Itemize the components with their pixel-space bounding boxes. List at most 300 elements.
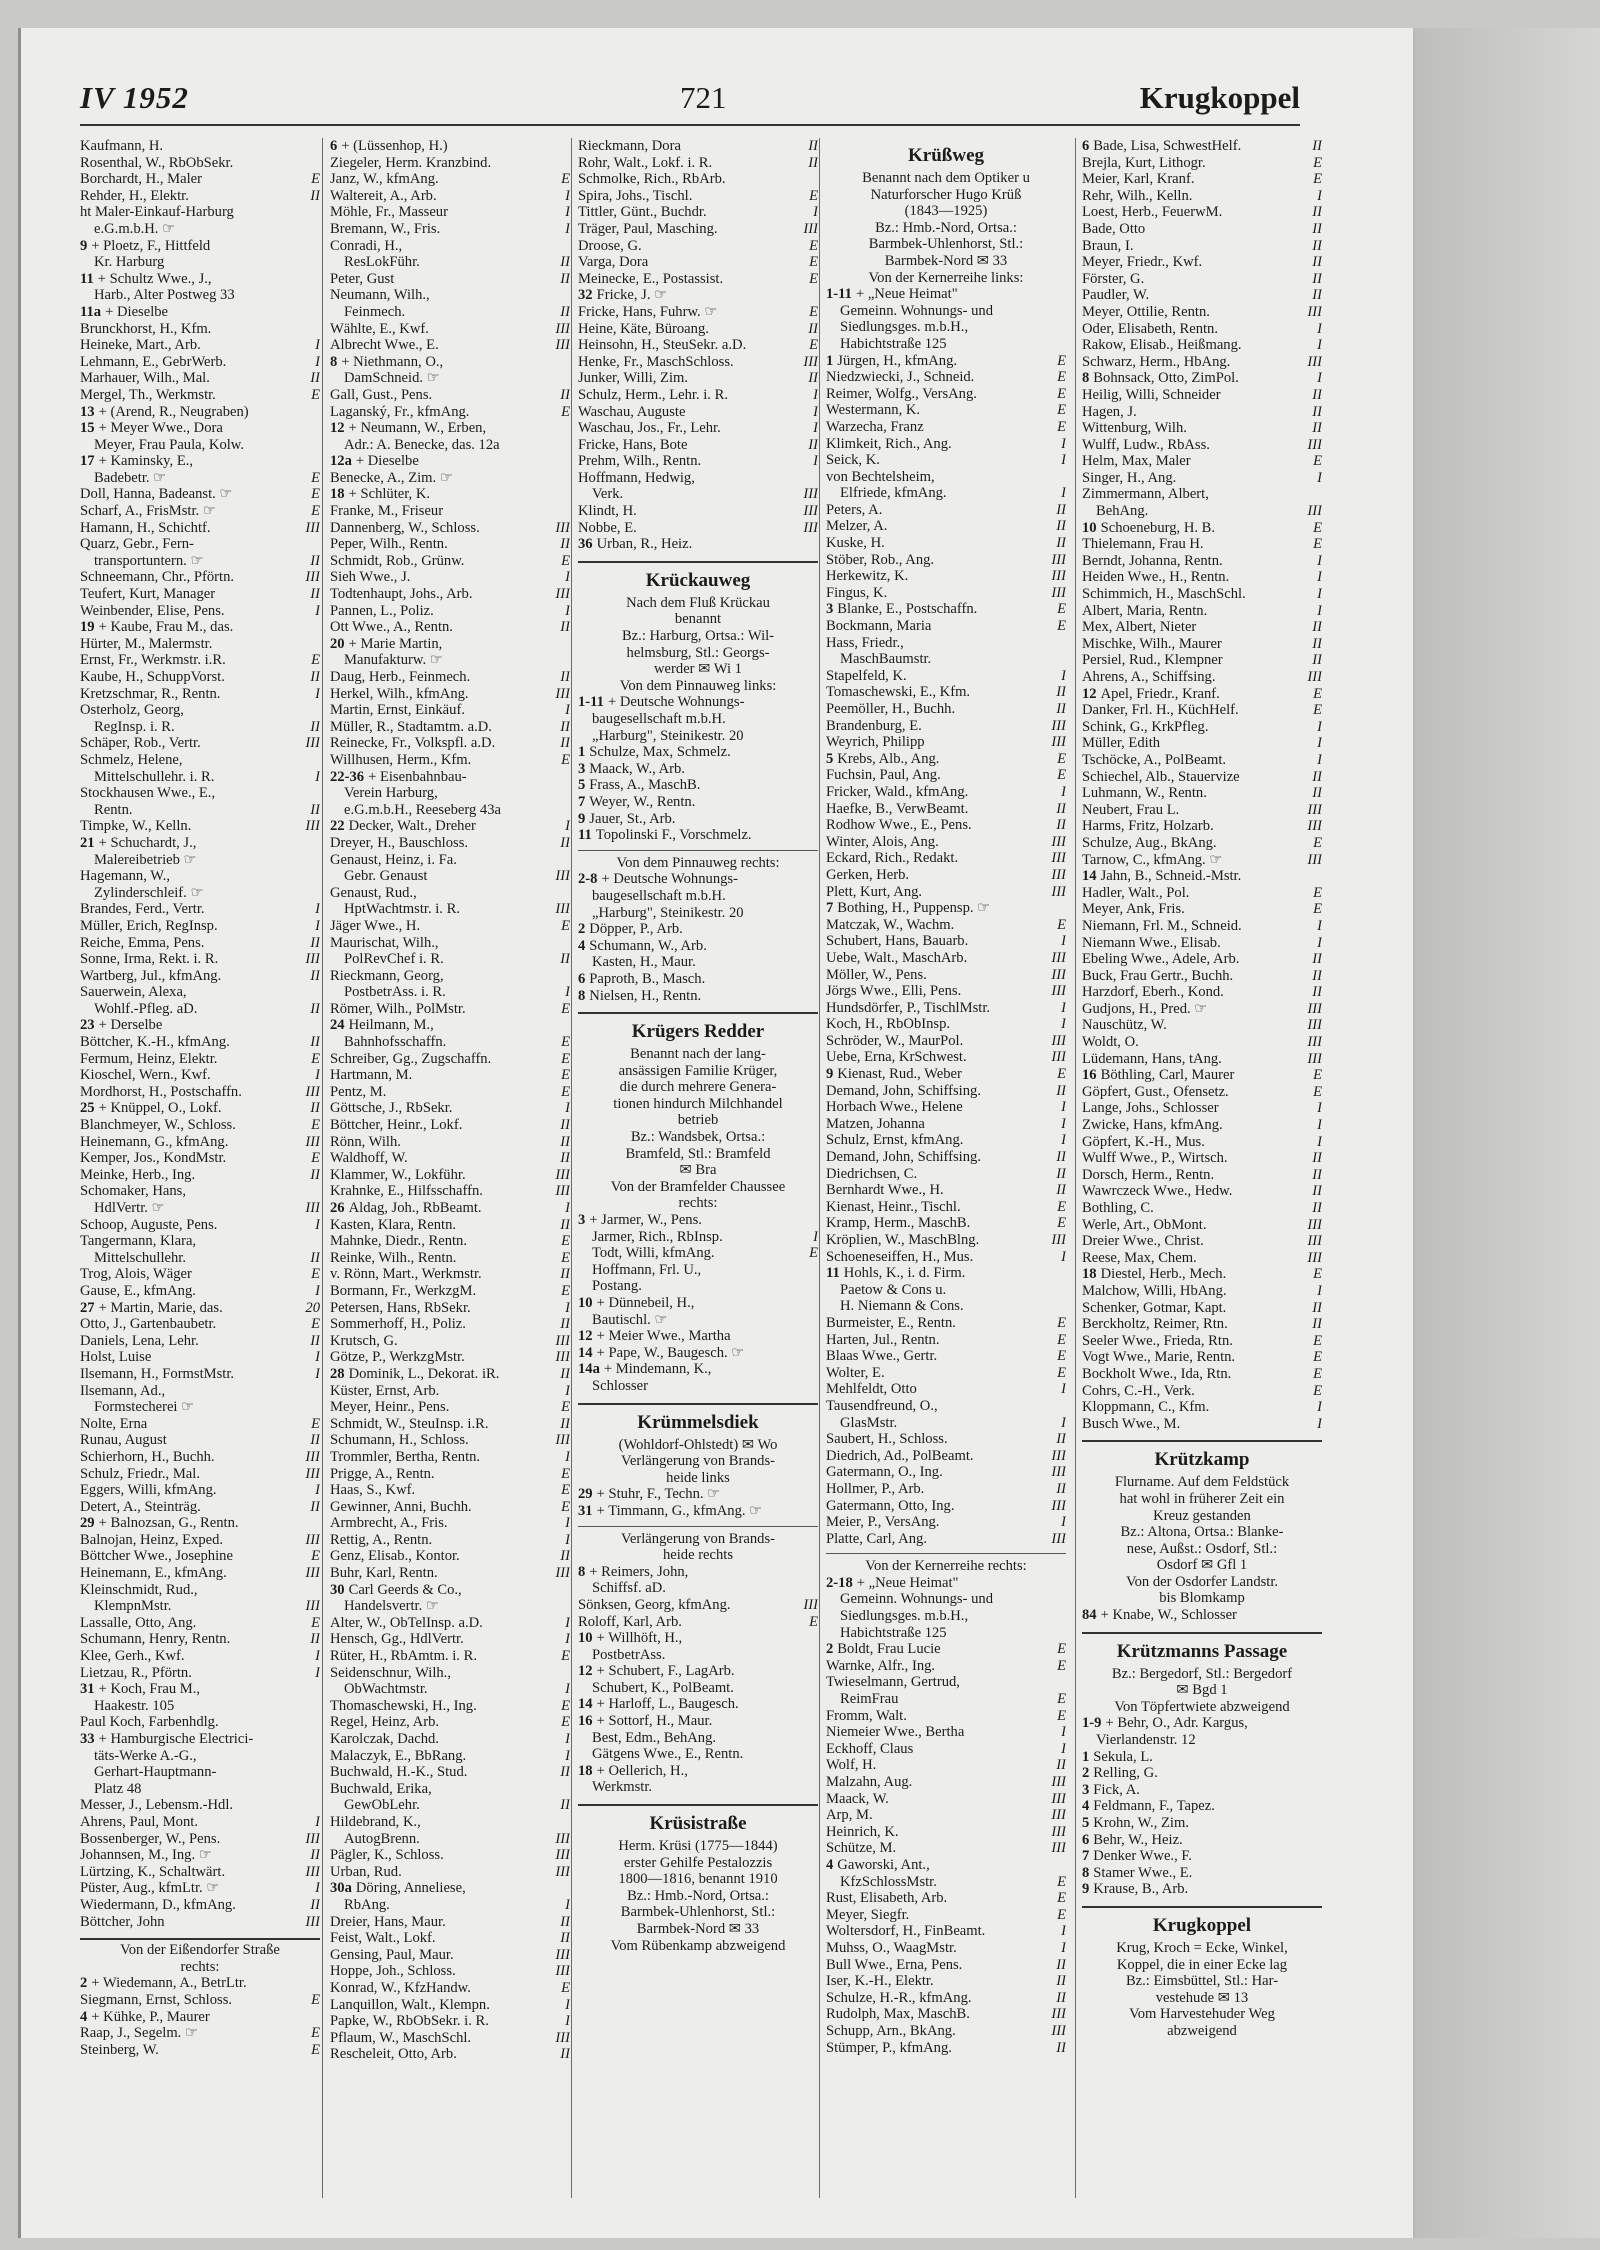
resident-name: Blanke, E., Postschaffn. bbox=[837, 601, 978, 618]
floor-marker: III bbox=[1047, 2023, 1066, 2040]
column-2 bbox=[330, 138, 570, 2198]
resident-name: Meier, P., VersAng. bbox=[826, 1514, 940, 1531]
resident-name: Malzahn, Aug. bbox=[826, 1774, 913, 1790]
resident-name: Weyer, W., Rentn. bbox=[589, 793, 696, 810]
section-rule bbox=[578, 1012, 818, 1014]
resident-entry bbox=[578, 1361, 818, 1378]
resident-entry bbox=[1082, 1117, 1322, 1134]
resident-name: Adr.: A. Benecke, das. 12a bbox=[344, 436, 500, 453]
resident-entry bbox=[330, 1963, 570, 1980]
resident-name: Heilig, Willi, Schneider bbox=[1082, 386, 1221, 403]
resident-entry bbox=[80, 802, 320, 819]
resident-entry bbox=[578, 1262, 818, 1279]
resident-name: Schwarz, Herm., HbAng. bbox=[1082, 353, 1231, 370]
section-rule bbox=[578, 850, 818, 851]
floor-marker: I bbox=[311, 1814, 320, 1831]
resident-name: Gause, E., kfmAng. bbox=[80, 1282, 196, 1299]
resident-entry bbox=[80, 1598, 320, 1615]
resident-entry bbox=[578, 728, 818, 745]
floor-marker: II bbox=[1052, 1481, 1066, 1498]
resident-entry bbox=[80, 918, 320, 935]
resident-entry bbox=[578, 938, 818, 955]
resident-entry bbox=[578, 238, 818, 255]
floor-marker: I bbox=[1313, 918, 1322, 935]
floor-marker: III bbox=[1047, 718, 1066, 735]
resident-entry bbox=[330, 1797, 570, 1814]
resident-entry bbox=[826, 1249, 1066, 1266]
resident-name: Woldt, O. bbox=[1082, 1034, 1139, 1051]
floor-marker: III bbox=[1047, 983, 1066, 1000]
floor-marker: I bbox=[1057, 784, 1066, 801]
resident-entry bbox=[1082, 1848, 1322, 1865]
column-separator bbox=[571, 138, 572, 2198]
resident-name: Mittelschullehr. i. R. bbox=[94, 768, 215, 785]
resident-entry bbox=[330, 1582, 570, 1599]
floor-marker: I bbox=[1313, 337, 1322, 354]
resident-name: Platte, Carl, Ang. bbox=[826, 1530, 927, 1547]
resident-entry bbox=[1082, 1217, 1322, 1234]
resident-name: Rieckmann, Dora bbox=[578, 138, 681, 154]
floor-marker: E bbox=[557, 1980, 570, 1997]
floor-marker: III bbox=[551, 337, 570, 354]
resident-entry bbox=[578, 1245, 818, 1262]
resident-name: Schoop, Auguste, Pens. bbox=[80, 1216, 218, 1233]
floor-marker: III bbox=[1303, 304, 1322, 321]
resident-entry bbox=[330, 1997, 570, 2014]
resident-entry bbox=[80, 1992, 320, 2009]
floor-marker: E bbox=[557, 1499, 570, 1516]
resident-entry bbox=[826, 1774, 1066, 1791]
street-heading: Krüßweg bbox=[908, 145, 984, 166]
resident-entry bbox=[1082, 1832, 1322, 1849]
floor-marker: E bbox=[1309, 1084, 1322, 1101]
resident-name: Meyer, Friedr., Kwf. bbox=[1082, 254, 1203, 271]
street-note: helmsburg, Stl.: Georgs- bbox=[626, 644, 770, 661]
floor-marker: III bbox=[1047, 2006, 1066, 2023]
resident-name: Kasten, Klara, Rentn. bbox=[330, 1216, 457, 1233]
resident-entry bbox=[578, 536, 818, 553]
floor-marker: I bbox=[1313, 370, 1322, 387]
floor-marker: III bbox=[301, 1914, 320, 1931]
resident-name: Iser, K.-H., Elektr. bbox=[826, 1973, 934, 1990]
resident-entry bbox=[1082, 1250, 1322, 1267]
resident-entry bbox=[80, 1366, 320, 1383]
floor-marker: II bbox=[306, 1333, 320, 1350]
resident-name: Dreier Wwe., Christ. bbox=[1082, 1233, 1204, 1250]
resident-name: Blanchmeyer, W., Schloss. bbox=[80, 1117, 236, 1134]
floor-marker: III bbox=[1047, 1791, 1066, 1808]
resident-name: Sommerhoff, H., Poliz. bbox=[330, 1316, 466, 1333]
column-5 bbox=[1082, 138, 1322, 2198]
resident-entry bbox=[80, 1847, 320, 1864]
resident-entry bbox=[330, 1383, 570, 1400]
resident-name: Böttcher, John bbox=[80, 1913, 165, 1930]
resident-name: Warzecha, Franz bbox=[826, 418, 924, 435]
resident-entry bbox=[1082, 1167, 1322, 1184]
house-number: 11a bbox=[80, 303, 102, 320]
floor-marker: II bbox=[1052, 801, 1066, 818]
resident-name: Müller, Edith bbox=[1082, 735, 1161, 752]
resident-name: Hohls, K., i. d. Firm. bbox=[843, 1265, 966, 1282]
resident-name: Maack, W., Arb. bbox=[589, 760, 685, 777]
resident-name: Handelsvertr. ☞ bbox=[344, 1598, 439, 1615]
resident-entry bbox=[1082, 1017, 1322, 1034]
resident-entry bbox=[1082, 702, 1322, 719]
resident-entry bbox=[1082, 885, 1322, 902]
floor-marker: I bbox=[809, 404, 818, 421]
resident-name: + Martin, Marie, das. bbox=[98, 1299, 223, 1316]
resident-entry bbox=[578, 711, 818, 728]
resident-entry bbox=[1082, 1200, 1322, 1217]
resident-name: Prigge, A., Rentn. bbox=[330, 1465, 435, 1482]
resident-entry bbox=[330, 1449, 570, 1466]
resident-entry bbox=[826, 1132, 1066, 1149]
resident-entry bbox=[826, 1625, 1066, 1642]
resident-name: Kr. Harburg bbox=[94, 254, 165, 271]
resident-entry bbox=[578, 453, 818, 470]
resident-entry bbox=[80, 1150, 320, 1167]
resident-name: Schubert, Hans, Bauarb. bbox=[826, 933, 969, 950]
resident-entry bbox=[578, 1779, 818, 1796]
resident-entry bbox=[826, 950, 1066, 967]
resident-name: Reinke, Wilh., Rentn. bbox=[330, 1249, 457, 1266]
resident-entry bbox=[330, 1665, 570, 1682]
floor-marker: E bbox=[557, 1084, 570, 1101]
floor-marker: III bbox=[1303, 1017, 1322, 1034]
floor-marker: III bbox=[1047, 1824, 1066, 1841]
street-heading: Krugkoppel bbox=[1152, 1914, 1252, 1936]
resident-name: Roloff, Karl, Arb. bbox=[578, 1613, 682, 1630]
resident-entry bbox=[826, 386, 1066, 403]
floor-marker: III bbox=[1303, 1034, 1322, 1051]
resident-name: Peter, Gust bbox=[330, 270, 395, 287]
floor-marker: I bbox=[1313, 1399, 1322, 1416]
floor-marker: III bbox=[1303, 1051, 1322, 1068]
resident-entry bbox=[80, 1615, 320, 1632]
resident-entry bbox=[1082, 155, 1322, 172]
resident-name: Heinsohn, H., SteuSekr. a.D. bbox=[578, 337, 747, 354]
resident-entry bbox=[826, 718, 1066, 735]
floor-marker: II bbox=[556, 735, 570, 752]
floor-marker: III bbox=[799, 520, 818, 537]
resident-name: Persiel, Rud., Klempner bbox=[1082, 652, 1223, 669]
resident-name: Gemeinn. Wohnungs- und bbox=[840, 302, 993, 319]
resident-name: Sonne, Irma, Rekt. i. R. bbox=[80, 951, 219, 968]
house-number: 4 bbox=[578, 937, 586, 954]
resident-entry bbox=[80, 1698, 320, 1715]
resident-name: + Stuhr, F., Techn. ☞ bbox=[596, 1486, 721, 1503]
floor-marker: E bbox=[1053, 1348, 1066, 1365]
column-separator bbox=[819, 138, 820, 2198]
house-number: 2-8 bbox=[578, 871, 598, 888]
floor-marker: II bbox=[1052, 701, 1066, 718]
floor-marker: II bbox=[556, 835, 570, 852]
resident-name: Papke, W., RbObSekr. i. R. bbox=[330, 2013, 489, 2030]
resident-entry bbox=[826, 751, 1066, 768]
resident-entry bbox=[330, 835, 570, 852]
floor-marker: E bbox=[805, 254, 818, 271]
street-note: Benannt nach der lang- bbox=[630, 1046, 766, 1063]
resident-name: Waschau, Auguste bbox=[578, 403, 686, 420]
resident-entry bbox=[330, 1548, 570, 1565]
resident-name: Herkewitz, K. bbox=[826, 568, 909, 585]
resident-entry bbox=[1082, 1134, 1322, 1151]
floor-marker: I bbox=[1313, 321, 1322, 338]
resident-entry bbox=[1082, 188, 1322, 205]
resident-name: KfzSchlossMstr. bbox=[840, 1873, 937, 1890]
resident-name: Behr, W., Heiz. bbox=[1093, 1831, 1183, 1848]
resident-name: Fromm, Walt. bbox=[826, 1707, 907, 1724]
house-number: 10 bbox=[1082, 519, 1097, 536]
floor-marker: I bbox=[561, 984, 570, 1001]
resident-name: + Jarmer, W., Pens. bbox=[589, 1212, 702, 1229]
resident-entry bbox=[578, 337, 818, 354]
house-number: 26 bbox=[330, 1200, 345, 1216]
resident-name: Maack, W. bbox=[826, 1790, 889, 1807]
resident-entry bbox=[80, 1399, 320, 1416]
resident-entry bbox=[80, 752, 320, 769]
street-note: Benannt nach dem Optiker u bbox=[862, 170, 1030, 186]
resident-name: Thielemann, Frau H. bbox=[1082, 536, 1204, 553]
resident-entry bbox=[80, 885, 320, 902]
resident-entry bbox=[1082, 652, 1322, 669]
street-note: Von der Bramfelder Chaussee bbox=[610, 1178, 786, 1195]
resident-entry bbox=[330, 1565, 570, 1582]
resident-name: Schomaker, Hans, bbox=[80, 1183, 187, 1200]
resident-name: Gaworski, Ant., bbox=[837, 1856, 930, 1873]
resident-name: Platz 48 bbox=[94, 1780, 142, 1797]
resident-name: + Schuchardt, J., bbox=[98, 834, 197, 851]
house-number: 14 bbox=[578, 1696, 593, 1713]
resident-name: Berndt, Johanna, Rentn. bbox=[1082, 552, 1223, 569]
resident-entry bbox=[330, 188, 570, 205]
resident-name: Muhss, O., WaagMstr. bbox=[826, 1939, 957, 1956]
page-number: 721 bbox=[680, 80, 727, 115]
floor-marker: II bbox=[306, 1034, 320, 1051]
resident-name: + „Neue Heimat" bbox=[856, 1574, 959, 1591]
resident-entry bbox=[578, 1229, 818, 1246]
floor-marker: III bbox=[551, 321, 570, 338]
resident-entry bbox=[1082, 1399, 1322, 1416]
resident-name: Rakow, Elisab., Heißmang. bbox=[1082, 337, 1242, 354]
resident-entry bbox=[826, 2006, 1066, 2023]
resident-name: + Reimers, John, bbox=[589, 1563, 689, 1580]
house-number: 32 bbox=[578, 287, 593, 304]
resident-entry bbox=[80, 719, 320, 736]
floor-marker: III bbox=[301, 1864, 320, 1881]
floor-marker: I bbox=[1313, 586, 1322, 603]
resident-entry bbox=[826, 850, 1066, 867]
floor-marker: II bbox=[1052, 1957, 1066, 1974]
resident-name: Rosenthal, W., RbObSekr. bbox=[80, 154, 234, 171]
resident-name: Mischke, Wilh., Maurer bbox=[1082, 635, 1222, 652]
resident-entry bbox=[1082, 1300, 1322, 1317]
floor-marker: II bbox=[1052, 1990, 1066, 2007]
resident-entry bbox=[1082, 370, 1322, 387]
resident-name: Krohn, W., Zim. bbox=[1093, 1815, 1189, 1831]
floor-marker: E bbox=[1309, 835, 1322, 852]
resident-name: Nolte, Erna bbox=[80, 1415, 148, 1432]
column-4 bbox=[826, 138, 1066, 2198]
resident-entry bbox=[578, 204, 818, 221]
resident-name: Schmolke, Rich., RbArb. bbox=[578, 171, 726, 188]
resident-entry bbox=[826, 701, 1066, 718]
resident-name: Siedlungsges. m.b.H., bbox=[840, 1608, 969, 1625]
resident-entry bbox=[80, 951, 320, 968]
resident-entry bbox=[1082, 404, 1322, 421]
resident-name: baugesellschaft m.b.H. bbox=[592, 887, 726, 904]
resident-entry bbox=[330, 652, 570, 669]
floor-marker: E bbox=[307, 470, 320, 487]
house-number: 31 bbox=[578, 1502, 593, 1519]
resident-entry bbox=[80, 155, 320, 172]
street-note: Osdorf ✉ Gfl 1 bbox=[1156, 1557, 1248, 1574]
section-rule bbox=[1082, 1906, 1322, 1908]
resident-entry bbox=[1082, 935, 1322, 952]
resident-entry bbox=[578, 1564, 818, 1581]
floor-marker: E bbox=[557, 1648, 570, 1665]
section-rule bbox=[578, 561, 818, 563]
street-note: ✉ Bra bbox=[679, 1162, 717, 1179]
resident-entry bbox=[826, 1874, 1066, 1891]
resident-name: Harten, Jul., Rentn. bbox=[826, 1331, 940, 1348]
resident-name: Martin, Ernst, Einkäuf. bbox=[330, 702, 465, 719]
resident-name: Stamer Wwe., E. bbox=[1093, 1864, 1193, 1881]
floor-marker: I bbox=[1057, 1923, 1066, 1940]
resident-entry bbox=[578, 1680, 818, 1697]
house-number: 1 bbox=[1082, 1748, 1090, 1765]
floor-marker: II bbox=[1052, 817, 1066, 834]
floor-marker: II bbox=[556, 1266, 570, 1283]
floor-marker: II bbox=[556, 387, 570, 404]
resident-name: Fricker, Wald., kfmAng. bbox=[826, 783, 969, 800]
floor-marker: II bbox=[1308, 238, 1322, 255]
resident-name: + Marie Martin, bbox=[348, 635, 443, 652]
floor-marker: I bbox=[561, 188, 570, 205]
resident-entry bbox=[1082, 1416, 1322, 1433]
resident-name: Meyer, Siegfr. bbox=[826, 1906, 910, 1923]
resident-name: Nielsen, H., Rentn. bbox=[589, 987, 702, 1004]
resident-name: Harms, Fritz, Holzarb. bbox=[1082, 818, 1214, 835]
resident-entry bbox=[1082, 453, 1322, 470]
resident-name: Gemeinn. Wohnungs- und bbox=[840, 1591, 993, 1608]
house-number: 12 bbox=[1082, 685, 1097, 702]
resident-entry bbox=[578, 271, 818, 288]
floor-marker: E bbox=[1309, 1366, 1322, 1383]
resident-entry bbox=[330, 1698, 570, 1715]
floor-marker: III bbox=[1047, 834, 1066, 851]
resident-entry bbox=[826, 518, 1066, 535]
resident-name: Schiechel, Alb., Stauervize bbox=[1082, 768, 1240, 785]
resident-entry bbox=[80, 221, 320, 238]
resident-name: Elfriede, kfmAng. bbox=[840, 485, 947, 502]
resident-entry bbox=[80, 1134, 320, 1151]
resident-entry bbox=[1082, 1333, 1322, 1350]
floor-marker: III bbox=[1303, 669, 1322, 686]
resident-name: Rust, Elisabeth, Arb. bbox=[826, 1890, 948, 1907]
resident-name: Bremann, W., Fris. bbox=[330, 220, 441, 237]
street-note: Von dem Pinnauweg links: bbox=[619, 677, 777, 694]
resident-name: Koch, H., RbObInsp. bbox=[826, 1016, 951, 1033]
resident-name: Rescheleit, Otto, Arb. bbox=[330, 2046, 457, 2063]
resident-entry bbox=[330, 951, 570, 968]
resident-entry bbox=[80, 1814, 320, 1831]
floor-marker: II bbox=[804, 138, 818, 155]
resident-name: Lüdemann, Hans, tAng. bbox=[1082, 1050, 1222, 1067]
resident-entry bbox=[80, 1631, 320, 1648]
resident-name: Niemeier Wwe., Bertha bbox=[826, 1724, 965, 1741]
floor-marker: III bbox=[1047, 967, 1066, 984]
floor-marker: II bbox=[306, 802, 320, 819]
resident-entry bbox=[80, 188, 320, 205]
resident-entry bbox=[1082, 785, 1322, 802]
resident-name: Brejla, Kurt, Lithogr. bbox=[1082, 154, 1206, 171]
resident-entry bbox=[826, 436, 1066, 453]
street-note: Von der Kernerreihe links: bbox=[868, 269, 1024, 286]
resident-name: Eggers, Willi, kfmAng. bbox=[80, 1482, 217, 1499]
resident-entry bbox=[330, 1482, 570, 1499]
resident-name: + Kaminsky, E., bbox=[98, 453, 194, 470]
floor-marker: II bbox=[1308, 968, 1322, 985]
resident-entry bbox=[80, 1449, 320, 1466]
resident-entry bbox=[578, 354, 818, 371]
resident-name: Matzen, Johanna bbox=[826, 1115, 925, 1132]
resident-name: Hagemann, W., bbox=[80, 868, 170, 885]
resident-entry bbox=[80, 1217, 320, 1234]
resident-entry bbox=[578, 520, 818, 537]
floor-marker: I bbox=[311, 769, 320, 786]
resident-name: Helm, Max, Maler bbox=[1082, 453, 1191, 470]
resident-entry bbox=[330, 901, 570, 918]
resident-name: Meyer, Frau Paula, Kolw. bbox=[94, 436, 245, 453]
floor-marker: E bbox=[557, 1001, 570, 1018]
resident-entry bbox=[826, 336, 1066, 353]
resident-name: Borchardt, H., Maler bbox=[80, 171, 202, 188]
resident-entry bbox=[826, 319, 1066, 336]
resident-name: Danker, Frl. H., KüchHelf. bbox=[1082, 702, 1239, 719]
floor-marker: E bbox=[307, 486, 320, 503]
floor-marker: E bbox=[307, 1051, 320, 1068]
resident-name: Janz, W., kfmAng. bbox=[330, 171, 439, 188]
house-number: 11 bbox=[80, 270, 94, 287]
house-number: 6 bbox=[578, 970, 586, 987]
floor-marker: E bbox=[1053, 1332, 1066, 1349]
floor-marker: I bbox=[1057, 1016, 1066, 1033]
resident-name: Niemann Wwe., Elisab. bbox=[1082, 934, 1221, 951]
resident-name: Krutsch, G. bbox=[330, 1332, 398, 1349]
resident-entry bbox=[826, 601, 1066, 618]
floor-marker: E bbox=[1053, 1215, 1066, 1232]
floor-marker: I bbox=[1057, 933, 1066, 950]
floor-marker: E bbox=[805, 1614, 818, 1631]
resident-entry bbox=[578, 921, 818, 938]
resident-entry bbox=[826, 1481, 1066, 1498]
floor-marker: E bbox=[1053, 601, 1066, 618]
resident-name: Fuchsin, Paul, Ang. bbox=[826, 767, 941, 784]
street-heading: Krützmanns Passage bbox=[1116, 1640, 1288, 1662]
resident-entry bbox=[330, 520, 570, 537]
floor-marker: II bbox=[306, 719, 320, 736]
resident-entry bbox=[826, 1033, 1066, 1050]
house-number: 16 bbox=[1082, 1067, 1097, 1084]
resident-name: Bothing, H., Puppensp. ☞ bbox=[837, 900, 991, 917]
resident-name: Messer, J., Lebensm.-Hdl. bbox=[80, 1797, 234, 1814]
resident-entry bbox=[826, 419, 1066, 436]
resident-name: PostbetrAss. i. R. bbox=[344, 984, 446, 1001]
street-note: Barmbek-Uhlenhorst, Stl.: bbox=[868, 236, 1024, 253]
resident-entry bbox=[1082, 802, 1322, 819]
floor-marker: III bbox=[1047, 585, 1066, 602]
